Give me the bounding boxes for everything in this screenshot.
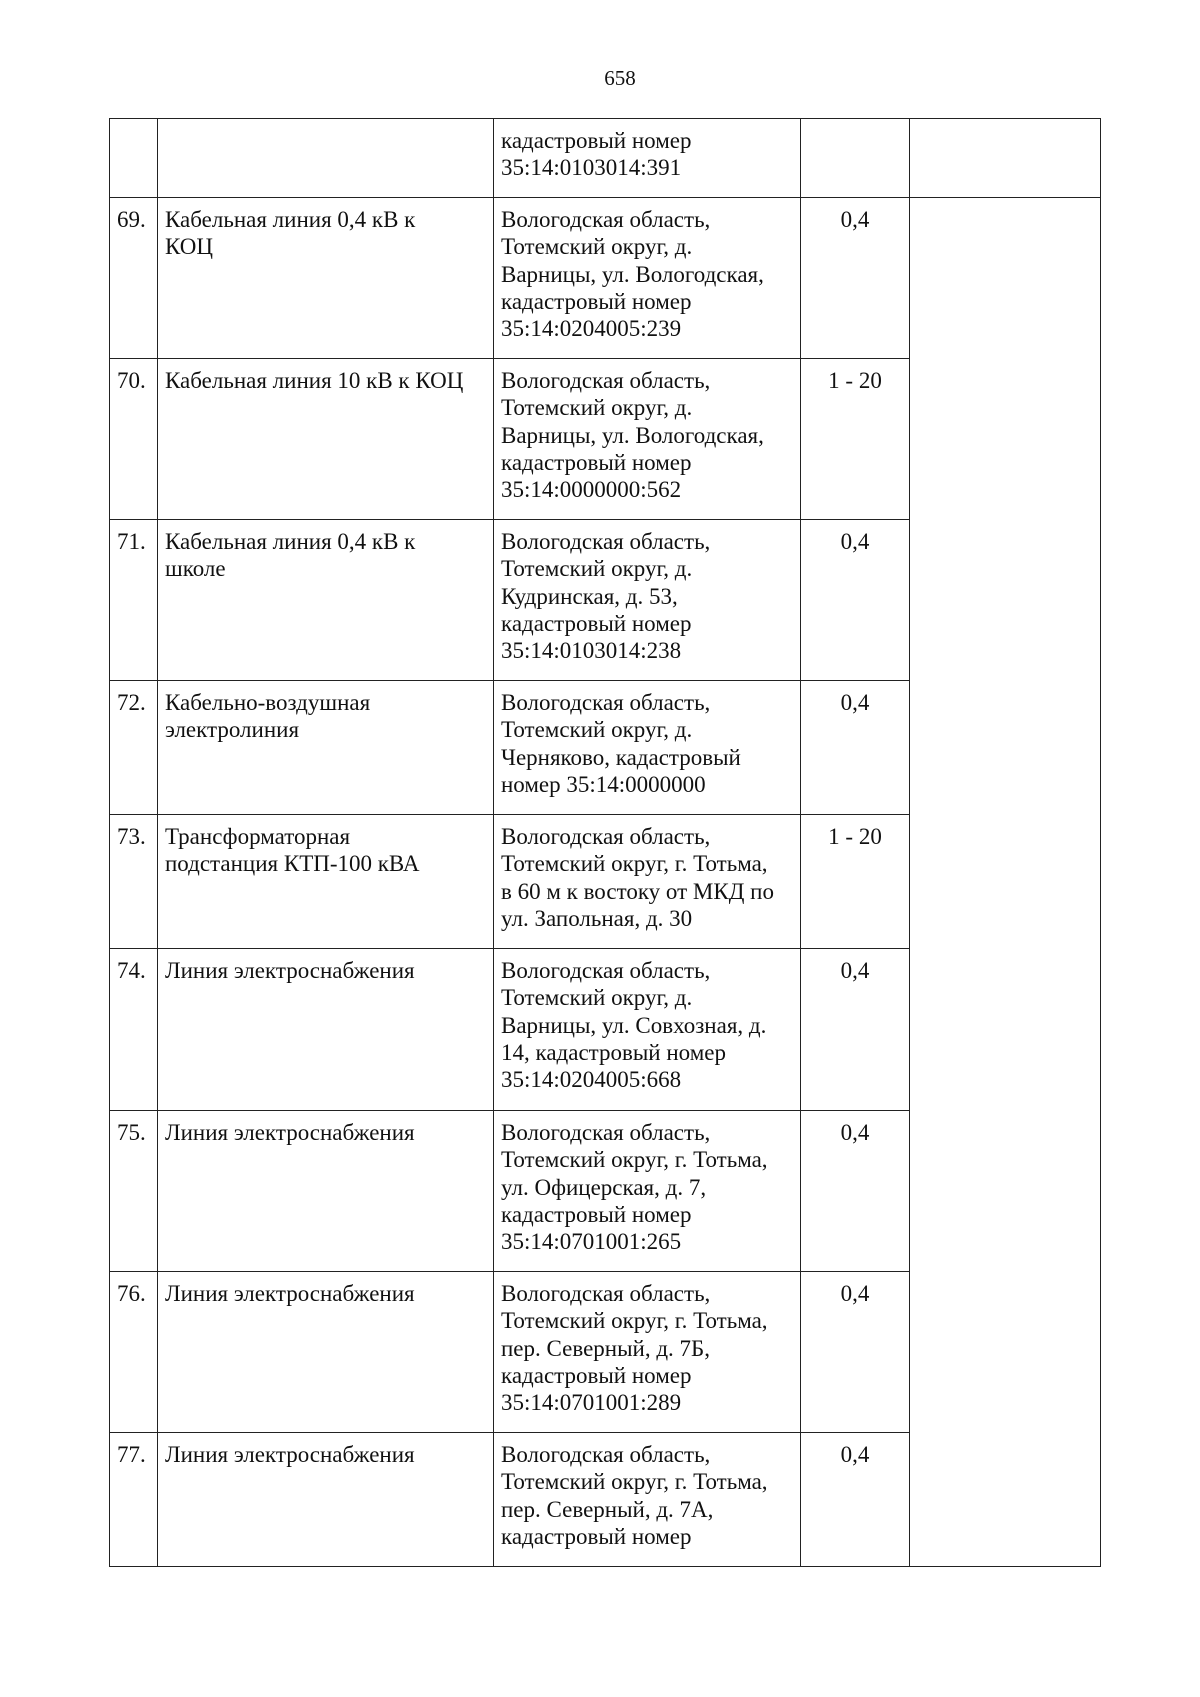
location-cell xyxy=(494,1433,801,1567)
location-line: пер. Северный, д. 7Б, xyxy=(501,1335,711,1361)
location-line: Вологодская область, xyxy=(501,824,711,849)
location-line: номер 35:14:0000000 xyxy=(501,771,706,797)
location-line: ул. Офицерская, д. 7, xyxy=(501,1174,707,1200)
row-number: 76. xyxy=(110,1272,158,1433)
location-line: Вологодская область, xyxy=(501,690,711,715)
location-line: Тотемский округ, г. Тотьма, xyxy=(501,1469,768,1495)
location-line: Тотемский округ, г. Тотьма, xyxy=(501,851,768,877)
location-line: 35:14:0701001:289 xyxy=(501,1390,682,1416)
extra-column-merged-cell xyxy=(910,198,1101,1567)
object-name-cell xyxy=(158,949,494,1111)
location-line: Вологодская область, xyxy=(501,1442,711,1467)
location-line: Кудринская, д. 53, xyxy=(501,583,678,609)
location-line: 35:14:0204005:239 xyxy=(501,316,682,342)
location-line: Черняково, кадастровый xyxy=(501,744,741,770)
location-line: Варницы, ул. Вологодская, xyxy=(501,261,764,287)
object-name-cell xyxy=(158,815,494,949)
object-name-line: Линия электроснабжения xyxy=(165,1442,415,1467)
location-line: Варницы, ул. Совхозная, д. xyxy=(501,1012,767,1038)
row-number: 71. xyxy=(110,520,158,681)
location-cell xyxy=(494,198,801,359)
location-cell xyxy=(494,359,801,520)
row-number xyxy=(110,119,158,198)
voltage-cell: 0,4 xyxy=(801,681,910,815)
page-number: 658 xyxy=(604,66,636,90)
location-line: Тотемский округ, г. Тотьма, xyxy=(501,1147,768,1173)
row-number: 70. xyxy=(110,359,158,520)
location-line: кадастровый номер xyxy=(501,128,692,153)
location-line: кадастровый номер xyxy=(501,288,692,314)
table-row xyxy=(110,119,1101,198)
object-name-line: Кабельно-воздушная xyxy=(165,690,371,715)
object-name-cell xyxy=(158,681,494,815)
voltage-cell: 1 - 20 xyxy=(801,359,910,520)
location-line: Вологодская область, xyxy=(501,368,711,393)
voltage-cell: 0,4 xyxy=(801,520,910,681)
object-name-line: электролиния xyxy=(165,717,300,743)
location-cell xyxy=(494,815,801,949)
location-line: 35:14:0000000:562 xyxy=(501,477,682,503)
location-line: ул. Запольная, д. 30 xyxy=(501,905,693,931)
voltage-cell: 0,4 xyxy=(801,198,910,359)
object-name-line: школе xyxy=(165,556,226,582)
location-line: Вологодская область, xyxy=(501,958,711,983)
location-cell xyxy=(494,681,801,815)
location-cell xyxy=(494,119,801,198)
voltage-cell: 0,4 xyxy=(801,949,910,1111)
voltage-cell: 0,4 xyxy=(801,1272,910,1433)
object-name-line: Кабельная линия 0,4 кВ к xyxy=(165,207,416,232)
location-line: кадастровый номер xyxy=(501,1523,692,1549)
object-name-line: Линия электроснабжения xyxy=(165,1120,415,1145)
location-line: Варницы, ул. Вологодская, xyxy=(501,422,764,448)
object-name-line: КОЦ xyxy=(165,234,213,260)
object-name-cell xyxy=(158,1111,494,1272)
row-number: 74. xyxy=(110,949,158,1111)
row-number: 72. xyxy=(110,681,158,815)
location-line: Тотемский округ, д. xyxy=(501,395,693,421)
location-line: 35:14:0204005:668 xyxy=(501,1067,682,1093)
location-line: Вологодская область, xyxy=(501,1281,711,1306)
location-line: пер. Северный, д. 7А, xyxy=(501,1496,714,1522)
location-line: 35:14:0103014:238 xyxy=(501,638,682,664)
table-row xyxy=(110,198,1101,359)
object-name-line: Линия электроснабжения xyxy=(165,958,415,983)
location-line: кадастровый номер xyxy=(501,1201,692,1227)
object-name-line: Кабельная линия 10 кВ к КОЦ xyxy=(165,368,464,393)
object-name-line: Линия электроснабжения xyxy=(165,1281,415,1306)
voltage-cell: 0,4 xyxy=(801,1111,910,1272)
location-line: 35:14:0103014:391 xyxy=(501,155,682,181)
location-line: Вологодская область, xyxy=(501,207,711,232)
location-line: Тотемский округ, г. Тотьма, xyxy=(501,1308,768,1334)
location-line: 14, кадастровый номер xyxy=(501,1039,726,1065)
location-line: кадастровый номер xyxy=(501,610,692,636)
location-line: Тотемский округ, д. xyxy=(501,556,693,582)
location-cell xyxy=(494,1111,801,1272)
row-number: 73. xyxy=(110,815,158,949)
row-number: 75. xyxy=(110,1111,158,1272)
location-line: Тотемский округ, д. xyxy=(501,717,693,743)
object-name-line: Трансформаторная xyxy=(165,824,351,849)
object-name-cell xyxy=(158,359,494,520)
object-name-cell xyxy=(158,1272,494,1433)
registry-table xyxy=(109,118,1101,1567)
location-line: Тотемский округ, д. xyxy=(501,234,693,260)
location-line: Тотемский округ, д. xyxy=(501,985,693,1011)
object-name-cell xyxy=(158,198,494,359)
table-body xyxy=(110,119,1101,1567)
location-line: 35:14:0701001:265 xyxy=(501,1229,682,1255)
extra-column-cell xyxy=(910,119,1101,198)
location-line: кадастровый номер xyxy=(501,1362,692,1388)
object-name-cell xyxy=(158,119,494,198)
location-line: Вологодская область, xyxy=(501,1120,711,1145)
object-name-line: Кабельная линия 0,4 кВ к xyxy=(165,529,416,554)
location-line: кадастровый номер xyxy=(501,449,692,475)
voltage-cell: 0,4 xyxy=(801,1433,910,1567)
object-name-line: подстанция КТП-100 кВА xyxy=(165,851,420,877)
location-line: Вологодская область, xyxy=(501,529,711,554)
location-line: в 60 м к востоку от МКД по xyxy=(501,878,774,904)
location-cell xyxy=(494,520,801,681)
voltage-cell xyxy=(801,119,910,198)
voltage-cell: 1 - 20 xyxy=(801,815,910,949)
row-number: 77. xyxy=(110,1433,158,1567)
object-name-cell xyxy=(158,1433,494,1567)
row-number: 69. xyxy=(110,198,158,359)
location-cell xyxy=(494,949,801,1111)
location-cell xyxy=(494,1272,801,1433)
object-name-cell xyxy=(158,520,494,681)
